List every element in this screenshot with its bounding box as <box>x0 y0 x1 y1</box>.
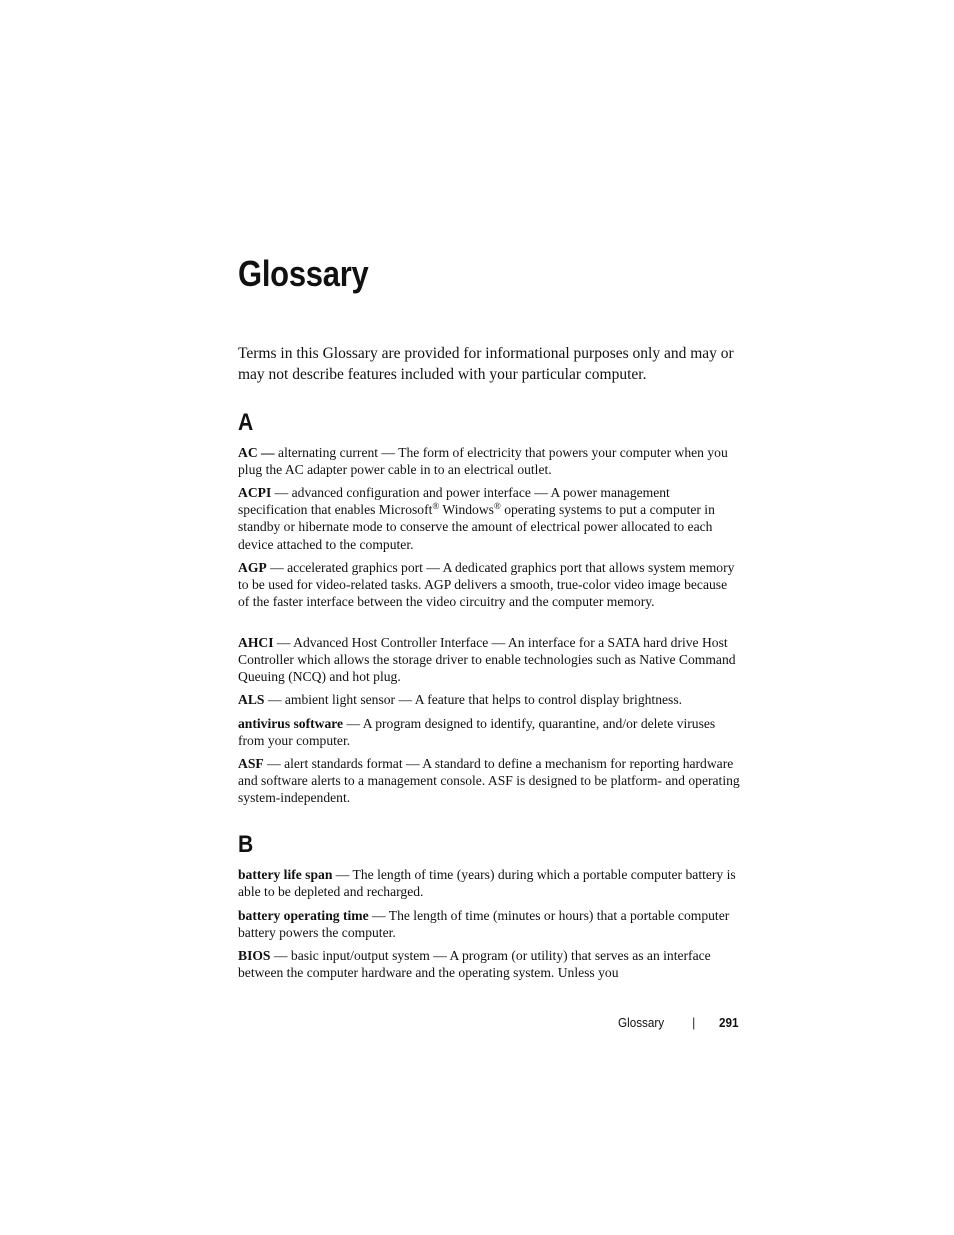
glossary-term: antivirus software <box>238 716 344 731</box>
glossary-definition: — Advanced Host Controller Interface — An interface for a SATA hard drive Host Controller which allows the storage driver to enable technologies such as Native Command Queuing (NCQ) and hot plug. <box>238 635 736 685</box>
glossary-term: battery life span <box>238 867 333 882</box>
glossary-entry-battery-operating-time <box>238 907 740 941</box>
glossary-term: BIOS <box>238 948 271 963</box>
glossary-entry-asf <box>238 755 740 807</box>
section-heading-b: B <box>238 831 254 858</box>
intro-paragraph: Terms in this Glossary are provided for informational purposes only and may or may not describe features included with your particular computer. <box>238 345 734 383</box>
registered-mark: ® <box>432 501 440 512</box>
glossary-definition: — A program designed to identify, quarantine, and/or delete viruses from your computer. <box>238 716 716 749</box>
registered-mark: ® <box>493 501 501 512</box>
glossary-definition: — accelerated graphics port — A dedicated graphics port that allows system memory to be used for video-related tasks. AGP delivers a smooth, true-color video image because of the faster interface between the video circuitry and the computer memory. <box>238 560 735 610</box>
glossary-entry-bios <box>238 947 740 981</box>
glossary-definition: — ambient light sensor — A feature that helps to control display brightness. <box>264 692 683 707</box>
glossary-definition-cont: Windows <box>439 502 494 518</box>
glossary-entry-battery-life-span <box>238 866 740 900</box>
glossary-term: ALS <box>238 692 265 707</box>
glossary-term: AC — <box>238 445 275 460</box>
glossary-term: AGP <box>238 560 267 575</box>
glossary-definition: — The length of time (minutes or hours) that a portable computer battery powers the computer. <box>238 908 730 941</box>
section-heading-a: A <box>238 409 254 436</box>
glossary-term: ACPI <box>238 485 272 500</box>
page-number: 291 <box>719 1015 739 1030</box>
glossary-definition: alternating current — The form of electricity that powers your computer when you plug the AC adapter power cable in to an electrical outlet. <box>238 445 728 478</box>
glossary-term: battery operating time <box>238 908 369 923</box>
glossary-definition: — advanced configuration and power interface — A power management specification that enables Microsoft <box>238 485 670 518</box>
glossary-term: ASF <box>238 756 264 771</box>
footer-section-name: Glossary <box>618 1015 665 1030</box>
glossary-entry-ahci <box>238 634 740 686</box>
glossary-entry-antivirus-software <box>238 715 740 749</box>
glossary-entry-agp <box>238 559 740 611</box>
glossary-definition: — alert standards format — A standard to define a mechanism for reporting hardware and software alerts to a management console. ASF is designed to be platform- and operating system-independent. <box>238 756 740 806</box>
glossary-definition: — basic input/output system — A program (or utility) that serves as an interface between the computer hardware and the operating system. Unless you <box>238 948 711 981</box>
glossary-entry-als <box>238 691 740 708</box>
glossary-term: AHCI <box>238 635 274 650</box>
footer-separator: | <box>692 1015 696 1030</box>
glossary-entry-ac <box>238 444 740 478</box>
glossary-definition-cont: operating systems to put a computer in standby or hibernate mode to conserve the amount of electrical power allocated to each device attached to the computer. <box>238 502 715 552</box>
glossary-definition: — The length of time (years) during which a portable computer battery is able to be depleted and recharged. <box>238 867 736 900</box>
page-title: Glossary <box>238 253 369 294</box>
glossary-entry-acpi <box>238 484 740 553</box>
